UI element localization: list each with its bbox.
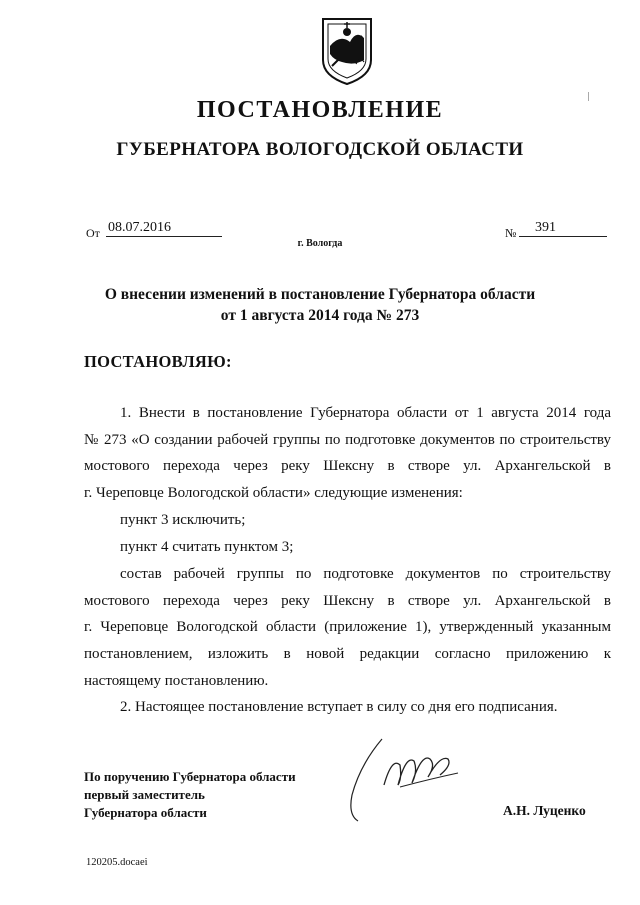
- handwritten-signature: [340, 735, 510, 835]
- body-line: постановлением, изложить в новой редакции согласно приложению к: [84, 646, 611, 662]
- document-subtitle: ГУБЕРНАТОРА ВОЛОГОДСКОЙ ОБЛАСТИ: [116, 139, 524, 160]
- decree-word: ПОСТАНОВЛЯЮ:: [84, 352, 232, 371]
- signatory-line-1: По поручению Губернатора области: [84, 769, 296, 784]
- coat-of-arms-emblem: [320, 16, 374, 86]
- body-line: настоящему постановлению.: [84, 673, 269, 689]
- body-item: пункт 3 исключить;: [120, 512, 246, 528]
- body-line: г. Череповце Вологодской области (приложение 1), утвержденный указанным: [84, 619, 611, 635]
- body-line: мостового перехода через реку Шексну в створе ул. Архангельской в: [84, 458, 611, 474]
- number-prefix: №: [505, 226, 517, 240]
- body-line: № 273 «О создании рабочей группы по подготовке документов по строительству: [84, 432, 611, 448]
- date-prefix: От: [86, 226, 100, 240]
- signatory-block: [84, 768, 296, 822]
- body-line: г. Череповце Вологодской области» следующие изменения:: [84, 485, 463, 501]
- document-number: 391: [519, 220, 607, 237]
- body-line: состав рабочей группы по подготовке документов по строительству: [120, 566, 611, 582]
- subject-line-2: от 1 августа 2014 года № 273: [220, 307, 420, 324]
- body-line: мостового перехода через реку Шексну в створе ул. Архангельской в: [84, 593, 611, 609]
- body-line: 1. Внести в постановление Губернатора области от 1 августа 2014 года: [120, 405, 611, 421]
- city-label: г. Вологда: [297, 238, 343, 249]
- body-item: пункт 4 считать пунктом 3;: [120, 539, 294, 555]
- document-date: 08.07.2016: [106, 220, 222, 237]
- document-id: 120205.docaei: [86, 857, 148, 868]
- document-title: ПОСТАНОВЛЕНИЕ: [196, 97, 444, 123]
- signatory-line-2: первый заместитель: [84, 787, 205, 802]
- body-line: 2. Настоящее постановление вступает в силу со дня его подписания.: [120, 699, 558, 715]
- signatory-line-3: Губернатора области: [84, 805, 207, 820]
- signatory-name: А.Н. Луценко: [503, 803, 586, 818]
- subject-line-1: О внесении изменений в постановление Губернатора области: [104, 286, 536, 303]
